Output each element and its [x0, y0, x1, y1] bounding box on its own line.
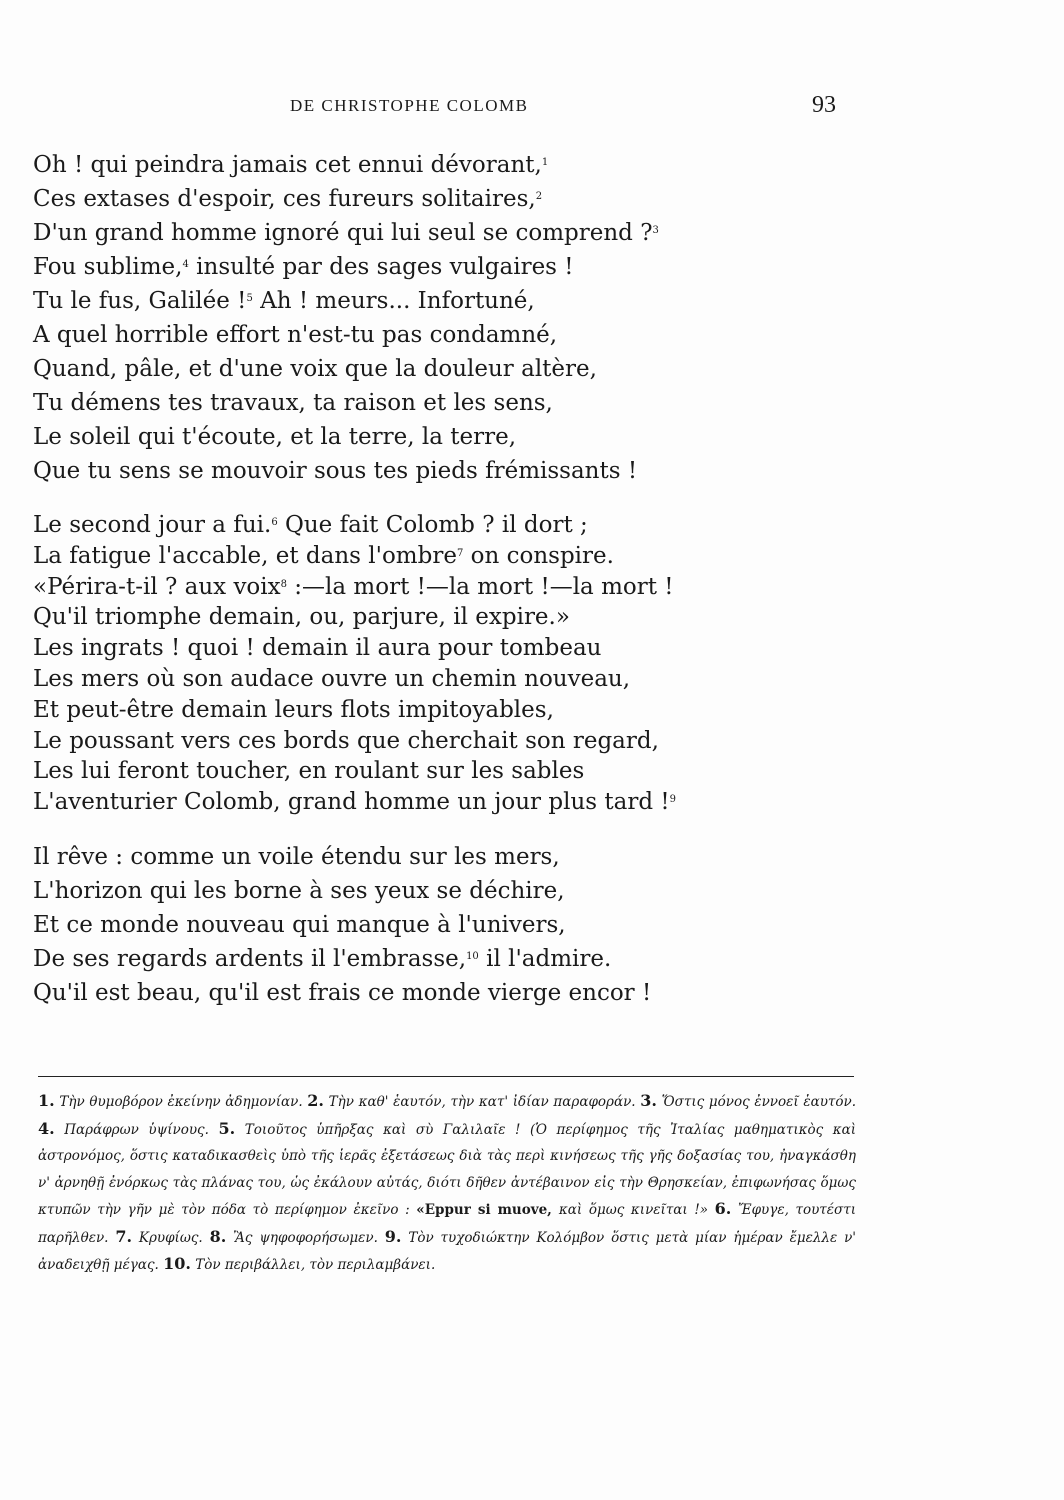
verse-text: Le poussant vers ces bords que cherchait son regard, — [33, 727, 659, 754]
verse-line — [33, 695, 853, 726]
page-number: 93 — [812, 92, 836, 118]
footnote-ref: 5 — [246, 293, 253, 304]
verse-text: Oh ! qui peindra jamais cet ennui dévorant, — [33, 152, 542, 178]
verse-line — [33, 908, 853, 942]
footnote-number: 8. — [209, 1226, 227, 1246]
verse-line — [33, 976, 853, 1010]
footnote-text: Ὅστις μόνος ἐννοεῖ ἑαυτόν. — [656, 1094, 857, 1110]
verse-text: Qu'il est beau, qu'il est frais ce monde vierge encor ! — [33, 979, 652, 1006]
verse-line — [33, 942, 853, 976]
footnote-text: Ἂς ψηφοφορήσωμεν. — [226, 1229, 385, 1246]
footnote-number: 2. — [307, 1091, 324, 1110]
footnote-text: Τοιοῦτος ὑπῆρξας καὶ σὺ Γαλιλαῖε ! (Ὁ περίφημος τῆς Ἰταλίας μαθηματικὸς καὶ ἀστρονόμος, ὅστις καταδικασθεὶς ὑπὸ τῆς ἱερᾶς ἐξετάσεως διὰ τὰς περὶ κινήσεως τῆς γῆς δοξασίας του, ἠναγκάσθη ν' ἀρνηθῇ ἐνόρκως τὰς πλάνας του, ὡς ἐκάλουν αὐτάς, διότι δῆθεν ἀντέβαινον εἰς τὴν Θρησκείαν, ἐπιφωνήσας ὅμως κτυπῶν τὴν γῆν μὲ τὸν πόδα τὸ περίφημον ἐκεῖνο : — [38, 1121, 856, 1218]
verse-line — [33, 182, 853, 216]
verse-text: Que fait Colomb ? il dort ; — [277, 512, 588, 538]
footnote — [209, 1226, 385, 1246]
stanza — [33, 148, 853, 488]
verse-text: :—la mort !—la mort !—la mort ! — [286, 573, 674, 600]
verse-line — [33, 602, 853, 633]
footnote — [115, 1226, 210, 1246]
footnote-ref: 2 — [535, 191, 543, 202]
verse-text: De ses regards ardents il l'embrasse, — [33, 945, 467, 972]
verse-text: Qu'il triomphe demain, ou, parjure, il expire.» — [33, 604, 570, 631]
verse-text: insulté par des sages vulgaires ! — [188, 254, 574, 280]
verse-text: Il rêve : comme un voile étendu sur les mers, — [33, 843, 560, 870]
footnote — [38, 1118, 219, 1138]
footnote-text: καὶ ὅμως κινεῖται !» — [558, 1202, 715, 1218]
footnote-ref: 6 — [271, 517, 278, 528]
verse-line — [33, 633, 853, 664]
footnote-ref: 8 — [280, 578, 287, 590]
verse-text: L'aventurier Colomb, grand homme un jour plus tard ! — [33, 789, 670, 816]
footnote-number: 5. — [218, 1118, 236, 1138]
footnote — [307, 1091, 641, 1110]
verse-text: Tu démens tes travaux, ta raison et les sens, — [33, 390, 553, 416]
footnote-number: 9. — [384, 1226, 402, 1246]
footnote-ref: 1 — [541, 157, 549, 168]
verse-line — [33, 510, 853, 541]
verse-line — [33, 541, 853, 572]
footnote — [163, 1254, 436, 1273]
footnote-ref: 3 — [652, 225, 659, 236]
verse-line — [33, 787, 853, 818]
footnote-text: Τὴν καθ' ἑαυτόν, τὴν κατ' ἰδίαν παραφοράν. — [324, 1094, 641, 1110]
stanza — [33, 510, 853, 818]
verse-line — [33, 726, 853, 757]
verse-text: Quand, pâle, et d'une voix que la douleur altère, — [33, 356, 597, 382]
verse-line — [33, 572, 853, 603]
verse-text: Que tu sens se mouvoir sous tes pieds frémissants ! — [33, 458, 638, 484]
verse-line — [33, 386, 853, 420]
verse-text: Le soleil qui t'écoute, et la terre, la terre, — [33, 424, 516, 450]
verse-line — [33, 148, 853, 182]
verse-text: «Périra-t-il ? aux voix — [33, 573, 281, 600]
verse-line — [33, 756, 853, 787]
verse-text: La fatigue l'accable, et dans l'ombre — [33, 542, 457, 569]
footnote-number: 1. — [38, 1091, 55, 1110]
verse-text: Le second jour a fui. — [33, 512, 272, 538]
footnote — [38, 1091, 308, 1110]
footnote — [640, 1091, 857, 1110]
verse-text: Les ingrats ! quoi ! demain il aura pour tombeau — [33, 635, 602, 662]
verse-line — [33, 664, 853, 695]
stanza — [33, 840, 853, 1010]
verse-text: Ces extases d'espoir, ces fureurs solitaires, — [33, 186, 536, 212]
verse-line — [33, 352, 853, 386]
verse-text: D'un grand homme ignoré qui lui seul se comprend ? — [33, 220, 653, 246]
verse-line — [33, 318, 853, 352]
footnote-ref: 7 — [456, 547, 464, 559]
verse-text: L'horizon qui les borne à ses yeux se déchire, — [33, 877, 565, 904]
footnote-number: 4. — [38, 1118, 55, 1138]
footnote-number: 3. — [640, 1091, 657, 1110]
verse-text: Et ce monde nouveau qui manque à l'univers, — [33, 911, 566, 938]
footnote-text: Ἔφυγε, τουτέστι παρῆλθεν. — [38, 1202, 856, 1246]
footnote-text: Παράφρων ὑψίνους. — [54, 1121, 219, 1138]
verse-line — [33, 874, 853, 908]
footnote-number: 7. — [115, 1226, 133, 1246]
footnote-divider — [38, 1076, 854, 1077]
verse-text: Ah ! meurs... Infortuné, — [252, 288, 535, 314]
footnote-ref: 10 — [466, 950, 479, 962]
verse-text: Les lui feront toucher, en roulant sur les sables — [33, 758, 585, 785]
footnote-text: Τὴν θυμοβόρον ἐκείνην ἀδημονίαν. — [54, 1094, 308, 1110]
verse-line — [33, 840, 853, 874]
verse-text: Tu le fus, Galilée ! — [33, 288, 247, 314]
verse-text: on conspire. — [463, 542, 614, 569]
verse-text: Et peut-être demain leurs flots impitoyables, — [33, 696, 554, 723]
footnote-text: Κρυφίως. — [132, 1229, 210, 1246]
verse-line — [33, 250, 853, 284]
verse-line — [33, 454, 853, 488]
footnote-text: Τὸν περιβάλλει, τὸν περιλαμβάνει. — [190, 1257, 436, 1273]
running-head: DE CHRISTOPHE COLOMB — [290, 96, 529, 115]
footnote-number: 10. — [163, 1254, 191, 1273]
verse-text: Les mers où son audace ouvre un chemin nouveau, — [33, 665, 631, 692]
poem — [33, 148, 853, 1032]
verse-line — [33, 284, 853, 318]
verse-line — [33, 216, 853, 250]
footnote-quote: «Eppur si muove, — [416, 1202, 559, 1218]
verse-text: A quel horrible effort n'est-tu pas condamné, — [33, 322, 558, 348]
verse-line — [33, 420, 853, 454]
verse-text: il l'admire. — [478, 945, 612, 972]
footnotes — [38, 1088, 856, 1279]
footnote-ref: 4 — [182, 259, 189, 270]
footnote-number: 6. — [714, 1199, 732, 1218]
footnote-ref: 9 — [669, 794, 676, 806]
verse-text: Fou sublime, — [33, 254, 183, 280]
footnote-text: Τὸν τυχοδιώκτην Κολόμβον ὅστις μετὰ μίαν ἡμέραν ἔμελλε ν' ἀναδειχθῇ μέγας. — [38, 1229, 857, 1273]
